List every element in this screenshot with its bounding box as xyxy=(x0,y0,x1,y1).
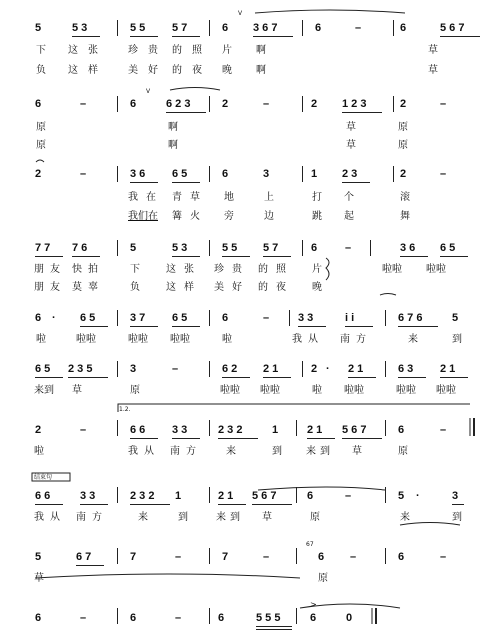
underline xyxy=(130,326,158,327)
lyric: 旁 xyxy=(224,211,234,222)
barline xyxy=(393,20,394,36)
lyric: 快拍 xyxy=(72,264,104,275)
lyric: 草 xyxy=(352,446,362,457)
lyric: 舞 xyxy=(400,211,410,222)
note: 6 xyxy=(35,312,42,324)
note: 2 xyxy=(35,424,42,436)
barline xyxy=(370,240,371,256)
volta-label: 1.2. xyxy=(119,406,131,413)
barline xyxy=(117,487,118,503)
note: 6 xyxy=(311,242,318,254)
barline xyxy=(289,310,290,326)
barline xyxy=(117,420,118,436)
accent-mark: > xyxy=(310,600,317,609)
underline xyxy=(130,36,158,37)
note: 6 5 xyxy=(172,168,188,180)
note: 5 3 xyxy=(72,22,88,34)
underline xyxy=(398,326,438,327)
lyric: 青草 xyxy=(172,192,208,203)
underline xyxy=(298,326,326,327)
underline xyxy=(172,326,200,327)
note: 6 xyxy=(318,551,325,563)
note: 6 5 xyxy=(35,363,51,375)
lyric: 这样 xyxy=(68,65,108,76)
lyric: 啦啦 xyxy=(220,385,240,396)
lyric: 片 xyxy=(312,264,322,275)
dash: – xyxy=(345,242,352,254)
underline xyxy=(130,182,158,183)
underline xyxy=(307,438,335,439)
note: 6 xyxy=(130,612,137,624)
lyric: 我从 xyxy=(34,512,66,523)
dot: · xyxy=(326,363,330,375)
lyric: 珍贵 xyxy=(128,45,168,56)
underline xyxy=(263,377,291,378)
lyric: 啦 xyxy=(222,334,232,345)
lyric: 晚 xyxy=(222,65,232,76)
note: 5 5 5 xyxy=(256,612,281,624)
lyric: 原 xyxy=(310,512,320,523)
note: 5 6 7 xyxy=(342,424,367,436)
lyric: 草 xyxy=(428,65,438,76)
note: 5 xyxy=(35,551,42,563)
barline xyxy=(302,96,303,112)
dash: – xyxy=(440,424,447,436)
note: 1 xyxy=(311,168,318,180)
note: 3 3 xyxy=(172,424,188,436)
lyric: 来到 xyxy=(216,512,244,523)
note: 2 1 xyxy=(440,363,456,375)
note: 2 3 xyxy=(342,168,358,180)
note: 5 3 xyxy=(172,242,188,254)
note: 3 3 xyxy=(298,312,314,324)
note: 6 xyxy=(35,612,42,624)
underline xyxy=(172,36,200,37)
dash: – xyxy=(355,22,362,34)
lyric: 啦啦 xyxy=(260,385,280,396)
underline xyxy=(68,377,108,378)
lyric: 原 xyxy=(398,122,408,133)
underline xyxy=(348,377,376,378)
lyric: 原 xyxy=(398,140,408,151)
underline xyxy=(130,438,158,439)
barline xyxy=(385,420,386,436)
note: 2 xyxy=(400,98,407,110)
lyric: 啦啦 xyxy=(128,334,148,345)
note: 2 1 xyxy=(263,363,279,375)
lyric: 这张 xyxy=(166,264,202,275)
barline xyxy=(209,166,210,182)
grace-notes: 67 xyxy=(306,541,314,548)
barline xyxy=(209,20,210,36)
lyric: 篝火 xyxy=(172,211,208,222)
lyric: 滚 xyxy=(400,192,410,203)
lyric: 啦啦 xyxy=(436,385,456,396)
lyric: 原 xyxy=(398,446,408,457)
lyric: 个 xyxy=(344,192,354,203)
lyric: 来到 xyxy=(306,446,334,457)
note: 1 xyxy=(272,424,279,436)
barline xyxy=(393,166,394,182)
lyric: 朋友 xyxy=(34,264,66,275)
underline xyxy=(452,504,464,505)
underline xyxy=(342,112,382,113)
lyric: 我在 xyxy=(128,192,164,203)
lyric: 美好 xyxy=(128,65,168,76)
rest: 0 xyxy=(346,612,353,624)
lyric: 的照 xyxy=(258,264,294,275)
barline xyxy=(209,240,210,256)
underline xyxy=(72,36,100,37)
lyric: 珍贵 xyxy=(214,264,250,275)
note: 7 xyxy=(130,551,137,563)
barline xyxy=(385,548,386,564)
note: 2 1 xyxy=(307,424,323,436)
lyric: 啊 xyxy=(168,122,178,133)
underline xyxy=(222,377,250,378)
barline xyxy=(302,166,303,182)
lyric: 的夜 xyxy=(172,65,212,76)
note: 6 5 xyxy=(440,242,456,254)
dot: · xyxy=(416,490,420,502)
lyric: 原 xyxy=(130,385,140,396)
note: 6 xyxy=(222,312,229,324)
barline xyxy=(385,361,386,377)
lyric: 原 xyxy=(36,122,46,133)
lyric: 啊 xyxy=(168,140,178,151)
lyric: 南方 xyxy=(76,512,108,523)
underline xyxy=(76,565,104,566)
underline xyxy=(172,438,200,439)
barline xyxy=(117,166,118,182)
lyric: 草 xyxy=(346,122,356,133)
lyric: 下 xyxy=(36,45,46,56)
note: 6 xyxy=(398,551,405,563)
barline xyxy=(385,310,386,326)
barline xyxy=(209,487,210,503)
lyric: 来到 xyxy=(34,385,54,396)
note: 5 5 xyxy=(130,22,146,34)
lyric: 啊 xyxy=(256,45,266,56)
lyric: 到 xyxy=(272,446,282,457)
barline xyxy=(209,96,210,112)
note: 3 6 xyxy=(400,242,416,254)
underline xyxy=(440,36,480,37)
note: 2 xyxy=(311,363,318,375)
note: 6 xyxy=(35,98,42,110)
note: 2 xyxy=(311,98,318,110)
note: 6 xyxy=(222,22,229,34)
note: 1 2 3 xyxy=(342,98,367,110)
dash: – xyxy=(175,551,182,563)
lyric: 我从 xyxy=(292,334,324,345)
lyric: 朋友 xyxy=(34,282,66,293)
lyric: 晚 xyxy=(312,282,322,293)
note: 6 xyxy=(218,612,225,624)
note: 5 xyxy=(130,242,137,254)
underline xyxy=(35,256,63,257)
barline xyxy=(117,96,118,112)
lyric: 啦 xyxy=(36,334,46,345)
underline xyxy=(256,629,292,630)
note: 2 xyxy=(222,98,229,110)
barline xyxy=(209,608,210,624)
lyric: 负 xyxy=(130,282,140,293)
note: 3 6 7 xyxy=(253,22,278,34)
note: 2 xyxy=(35,168,42,180)
note: 6 xyxy=(315,22,322,34)
note: 7 6 xyxy=(72,242,88,254)
lyric: 啦啦 xyxy=(396,385,416,396)
lyric: 起 xyxy=(344,211,354,222)
lyric: 啦啦 xyxy=(344,385,364,396)
lyric: 啊 xyxy=(256,65,266,76)
dash: – xyxy=(80,612,87,624)
lyric: 上 xyxy=(264,192,274,203)
barline xyxy=(209,361,210,377)
underline xyxy=(400,256,428,257)
barline xyxy=(117,361,118,377)
underline xyxy=(440,377,468,378)
lyric: 我从 xyxy=(128,446,160,457)
lyric: 边 xyxy=(264,211,274,222)
underline xyxy=(166,112,206,113)
lyric: 美好 xyxy=(214,282,250,293)
note: 3 xyxy=(263,168,270,180)
underline xyxy=(218,504,246,505)
dash: – xyxy=(80,168,87,180)
dash: – xyxy=(350,551,357,563)
note: 2 xyxy=(400,168,407,180)
lyric: 啦啦 xyxy=(170,334,190,345)
barline xyxy=(393,96,394,112)
lyric: 打 xyxy=(312,192,322,203)
note: 3 xyxy=(452,490,459,502)
dash: – xyxy=(263,98,270,110)
underline xyxy=(80,326,108,327)
dot: · xyxy=(52,312,56,324)
lyric: 的夜 xyxy=(258,282,294,293)
lyric: 来 xyxy=(400,512,410,523)
dash: – xyxy=(263,551,270,563)
barline xyxy=(296,420,297,436)
lyric: 草 xyxy=(34,573,44,584)
underline xyxy=(35,377,63,378)
underline xyxy=(440,256,468,257)
underline xyxy=(172,256,200,257)
note: 5 xyxy=(398,490,405,502)
underline xyxy=(218,438,258,439)
note: 5 xyxy=(452,312,459,324)
note: 6 6 xyxy=(35,490,51,502)
note: 7 xyxy=(222,551,229,563)
underline xyxy=(80,504,108,505)
barline xyxy=(302,240,303,256)
barline xyxy=(302,20,303,36)
lyric: 莫辜 xyxy=(72,282,104,293)
lyric: 到 xyxy=(178,512,188,523)
dash: – xyxy=(80,98,87,110)
note: 6 xyxy=(130,98,137,110)
note: 2 3 2 xyxy=(130,490,155,502)
lyric: 来 xyxy=(408,334,418,345)
underline xyxy=(342,182,370,183)
breath-mark: V xyxy=(238,10,243,17)
note: 2 1 xyxy=(218,490,234,502)
underline xyxy=(172,182,200,183)
dash: – xyxy=(175,612,182,624)
note: 2 3 2 xyxy=(218,424,243,436)
note: 5 6 7 xyxy=(252,490,277,502)
lyric: 啦啦 xyxy=(382,264,402,275)
note: 6 2 xyxy=(222,363,238,375)
barline xyxy=(117,608,118,624)
lyric: 啦啦 xyxy=(426,264,446,275)
lyric: 下 xyxy=(130,264,140,275)
barline xyxy=(296,548,297,564)
lyric: 到 xyxy=(452,334,462,345)
barline xyxy=(117,310,118,326)
lyric: 来 xyxy=(138,512,148,523)
lyric: 原 xyxy=(36,140,46,151)
breath-mark: V xyxy=(146,88,151,95)
lyric: 到 xyxy=(452,512,462,523)
note: 3 xyxy=(130,363,137,375)
note: 6 xyxy=(400,22,407,34)
underline xyxy=(253,36,293,37)
lyric: 南方 xyxy=(340,334,372,345)
note: 6 6 xyxy=(130,424,146,436)
dash: – xyxy=(440,551,447,563)
underline xyxy=(222,256,250,257)
barline xyxy=(209,310,210,326)
lyric: 地 xyxy=(224,192,234,203)
lyric: 啦啦 xyxy=(76,334,96,345)
note: 6 2 3 xyxy=(166,98,191,110)
underline xyxy=(345,326,373,327)
underline xyxy=(256,626,292,627)
underline xyxy=(342,438,382,439)
dash: – xyxy=(172,363,179,375)
note: 6 3 xyxy=(398,363,414,375)
note: 5 6 7 xyxy=(440,22,465,34)
note: 6 xyxy=(310,612,317,624)
barline xyxy=(296,608,297,624)
note: 6 5 xyxy=(172,312,188,324)
dash: – xyxy=(80,424,87,436)
barline xyxy=(117,20,118,36)
note: 5 7 xyxy=(172,22,188,34)
note: 6 5 xyxy=(80,312,96,324)
barline xyxy=(209,420,210,436)
dash: – xyxy=(440,168,447,180)
note: 7 7 xyxy=(35,242,51,254)
note: 2 3 5 xyxy=(68,363,93,375)
lyric: 草 xyxy=(72,385,82,396)
lyric: 的照 xyxy=(172,45,212,56)
lyric: 原 xyxy=(318,573,328,584)
note: 3 7 xyxy=(130,312,146,324)
lyric: 草 xyxy=(346,140,356,151)
note: i i xyxy=(345,312,355,324)
lyric: 跳 xyxy=(312,211,322,222)
note: 2 1 xyxy=(348,363,364,375)
note: 3 3 xyxy=(80,490,96,502)
lyric: 南方 xyxy=(170,446,202,457)
lyric: 片 xyxy=(222,45,232,56)
lyric: 来 xyxy=(226,446,236,457)
underline xyxy=(263,256,291,257)
note: 5 xyxy=(35,22,42,34)
barline xyxy=(296,487,297,503)
lyric: 这样 xyxy=(166,282,202,293)
note: 6 xyxy=(307,490,314,502)
note: 6 xyxy=(222,168,229,180)
note: 5 5 xyxy=(222,242,238,254)
underline xyxy=(398,377,426,378)
underline xyxy=(35,504,63,505)
dash: – xyxy=(440,98,447,110)
underline xyxy=(252,504,292,505)
barline xyxy=(117,240,118,256)
lyric: 啦 xyxy=(312,385,322,396)
underline xyxy=(72,256,100,257)
barline xyxy=(385,487,386,503)
barline xyxy=(117,548,118,564)
note: 6 7 xyxy=(76,551,92,563)
lyric: 我们在 xyxy=(128,211,158,222)
lyric: 啦 xyxy=(34,446,44,457)
lyric: 这张 xyxy=(68,45,108,56)
dash: – xyxy=(345,490,352,502)
note: 3 6 xyxy=(130,168,146,180)
lyric: 负 xyxy=(36,65,46,76)
note: 5 7 xyxy=(263,242,279,254)
note: 6 7 6 xyxy=(398,312,423,324)
note: 1 xyxy=(175,490,182,502)
dash: – xyxy=(263,312,270,324)
ending-label: 结束句 xyxy=(34,474,53,481)
barline xyxy=(302,361,303,377)
note: 6 xyxy=(398,424,405,436)
underline xyxy=(130,504,170,505)
barline xyxy=(209,548,210,564)
lyric: 草 xyxy=(428,45,438,56)
lyric: 草 xyxy=(262,512,272,523)
